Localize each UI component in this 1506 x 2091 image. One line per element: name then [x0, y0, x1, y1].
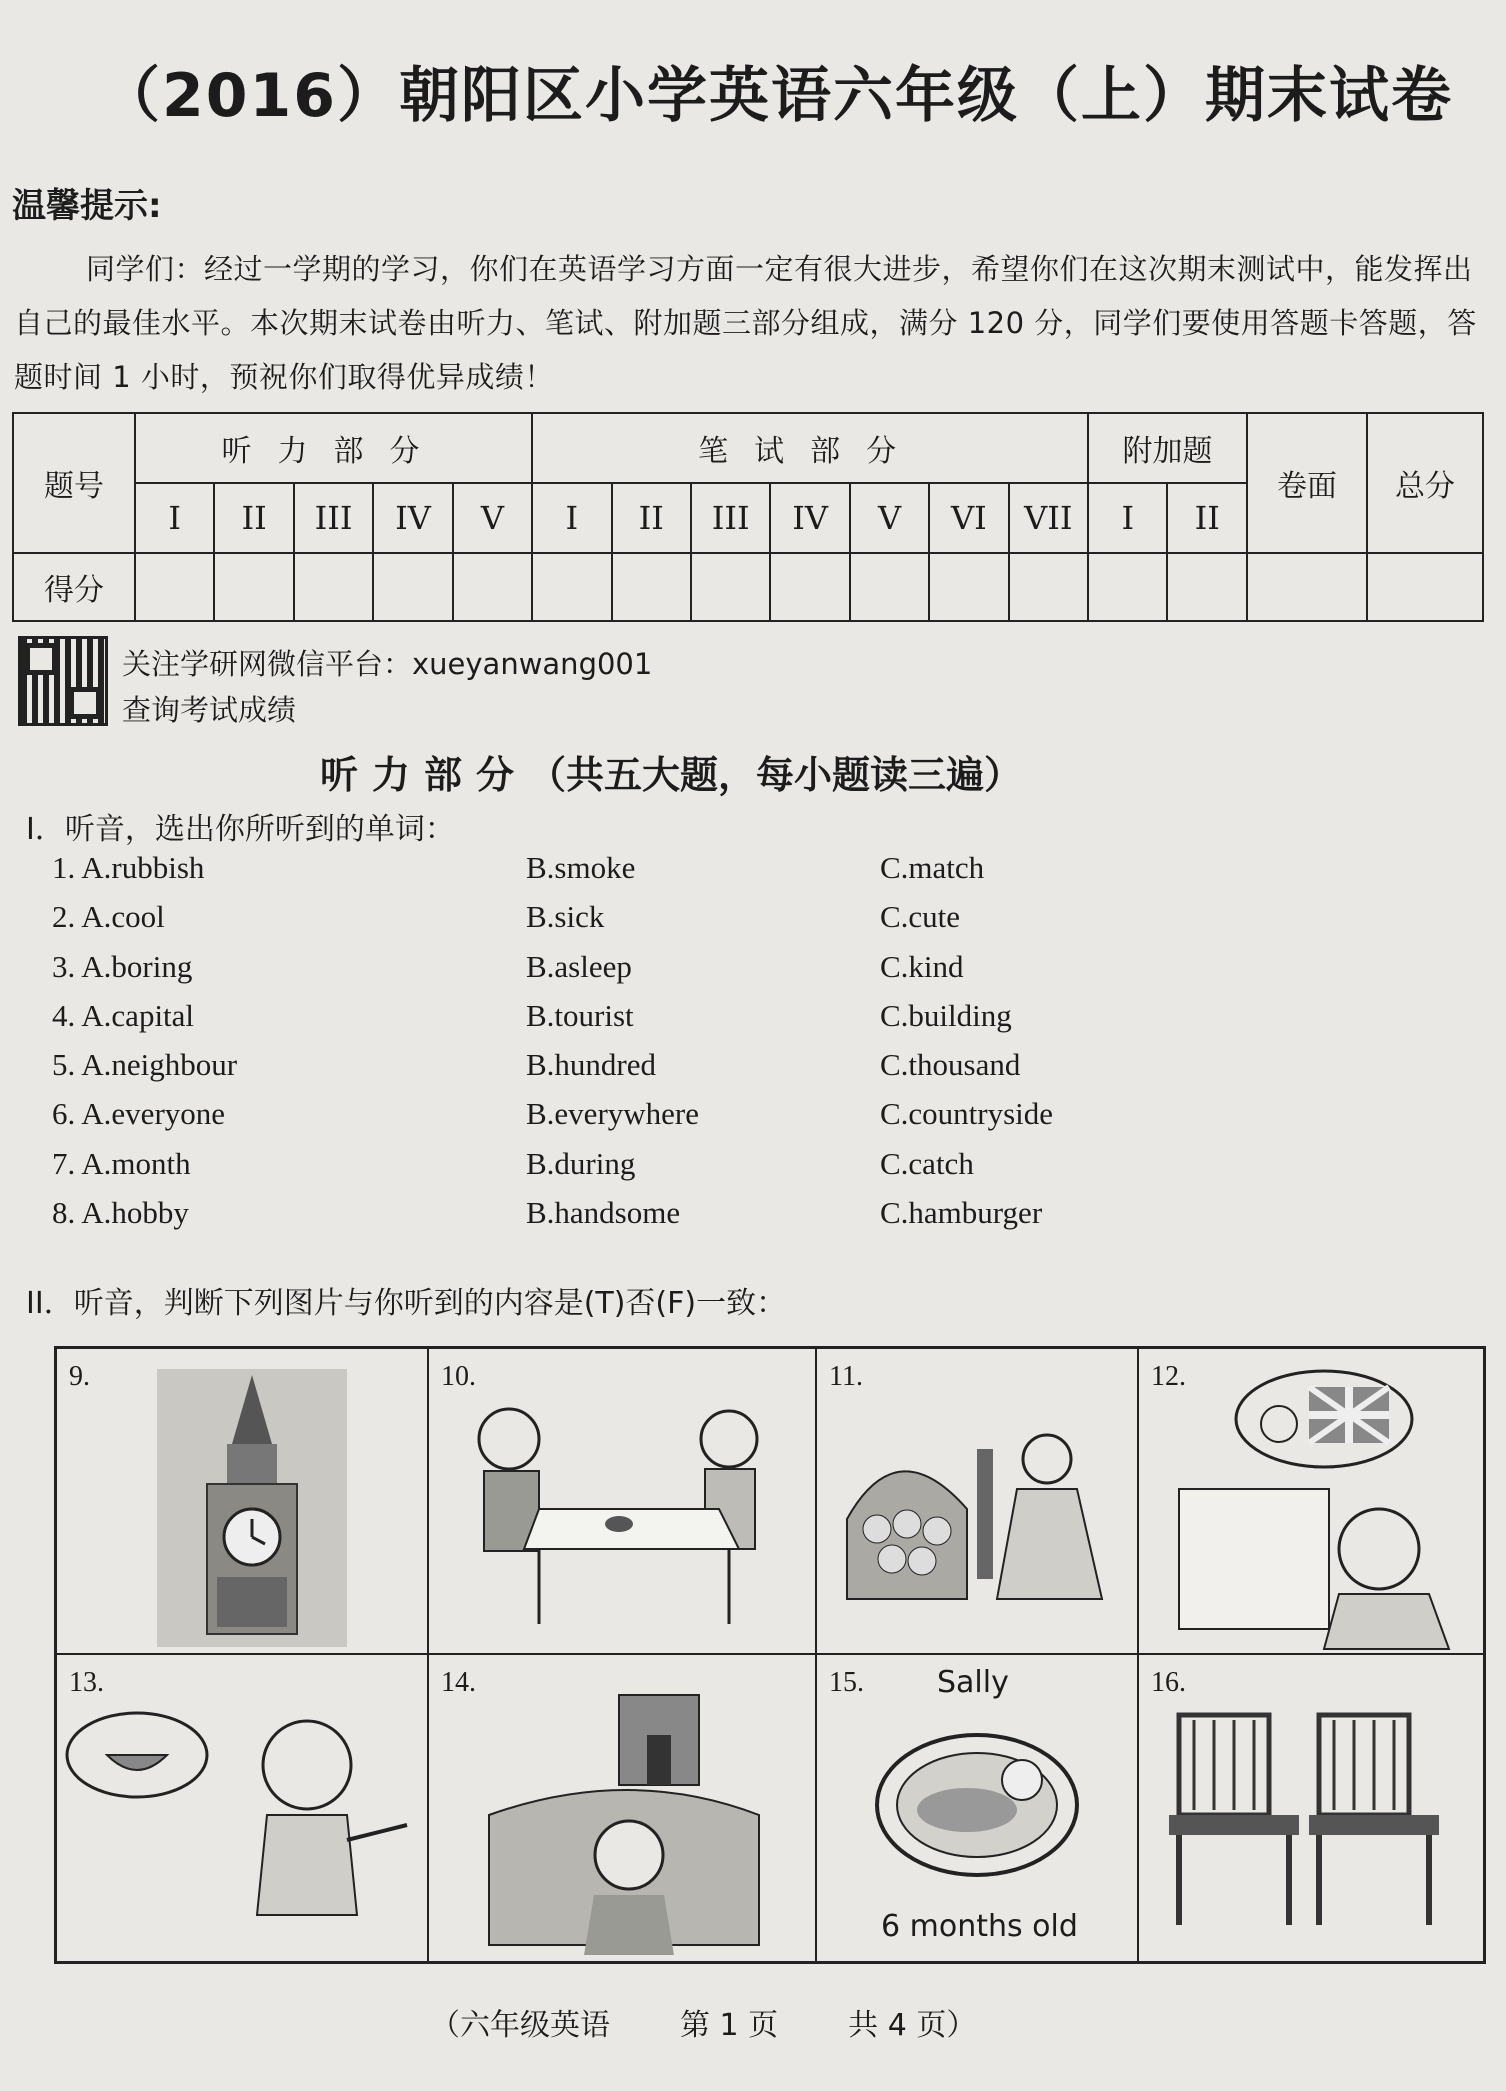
- option-b: B.during: [526, 1145, 636, 1181]
- score-cell: [1247, 553, 1367, 621]
- wechat-follow-text: 关注学研网微信平台：xueyanwang001: [122, 647, 653, 681]
- writing-item: VII: [1009, 483, 1088, 553]
- uk-flag-postcard-icon: [1139, 1349, 1483, 1655]
- list-item: [52, 1195, 1152, 1244]
- listening-item: II: [214, 483, 293, 553]
- option-b: B.sick: [526, 899, 605, 935]
- row-label-score: 得分: [13, 553, 135, 621]
- listening-heading-main: 听力部分: [320, 753, 529, 797]
- option-c: C.kind: [880, 948, 964, 984]
- picture-number: 15.: [829, 1667, 864, 1698]
- page-title: （2016）朝阳区小学英语六年级（上）期末试卷: [100, 61, 1453, 131]
- part2-title: II．听音，判断下列图片与你听到的内容是(T)否(F)一致：: [26, 1286, 787, 1321]
- option-c: C.cute: [880, 899, 961, 935]
- score-cell: [612, 553, 691, 621]
- picture-cell: [1139, 1655, 1483, 1961]
- writing-item: IV: [770, 483, 849, 553]
- picture-cell: [1139, 1349, 1483, 1655]
- option-b: B.hundred: [526, 1047, 657, 1083]
- footer-total: 共 4 页）: [848, 2008, 977, 2043]
- writing-item: I: [532, 483, 611, 553]
- snow-white-dwarfs-icon: [817, 1349, 1139, 1655]
- picture-cell: [57, 1655, 429, 1961]
- total-header: 总分: [1367, 413, 1483, 553]
- score-cell: [1088, 553, 1167, 621]
- option-c: C.match: [880, 850, 985, 885]
- score-cell: [135, 553, 214, 621]
- footer-subject: （六年级英语: [430, 2008, 610, 2043]
- score-cell: [373, 553, 452, 621]
- option-a: 5. A.neighbour: [52, 1047, 238, 1083]
- option-a: 6. A.everyone: [52, 1096, 226, 1132]
- score-cell: [1367, 553, 1483, 621]
- picture-caption-top: Sally: [937, 1665, 1009, 1700]
- row-label-number: 题号: [13, 413, 135, 553]
- option-a: 8. A.hobby: [52, 1195, 189, 1231]
- picture-number: 14.: [441, 1667, 476, 1698]
- list-item: [52, 850, 1152, 899]
- option-b: B.everywhere: [526, 1096, 699, 1132]
- option-b: B.tourist: [526, 997, 634, 1033]
- score-table: [12, 412, 1484, 622]
- score-cell: [929, 553, 1008, 621]
- wechat-query-text: 查询考试成绩: [122, 693, 297, 727]
- picture-number: 9.: [69, 1361, 90, 1392]
- score-cell: [532, 553, 611, 621]
- score-cell: [1009, 553, 1088, 621]
- listening-item: I: [135, 483, 214, 553]
- option-c: C.thousand: [880, 1047, 1021, 1083]
- clock-tower-icon: [57, 1349, 429, 1655]
- picture-cell: [817, 1655, 1139, 1961]
- list-item: [52, 998, 1152, 1047]
- writing-item: VI: [929, 483, 1008, 553]
- writing-header: 笔试部分: [532, 413, 1088, 483]
- picture-grid: [54, 1346, 1486, 1964]
- option-a: 4. A.capital: [52, 997, 195, 1033]
- list-item: [52, 1047, 1152, 1096]
- bonus-item: II: [1167, 483, 1247, 553]
- score-cell: [1167, 553, 1247, 621]
- part1-title: I．听音，选出你所听到的单词：: [26, 812, 455, 847]
- great-wall-girl-icon: [429, 1655, 817, 1961]
- score-cell: [850, 553, 929, 621]
- option-a: 3. A.boring: [52, 948, 193, 984]
- option-c: C.countryside: [880, 1096, 1054, 1132]
- neatness-header: 卷面: [1247, 413, 1367, 553]
- picture-number: 10.: [441, 1361, 476, 1392]
- option-a: 2. A.cool: [52, 899, 165, 935]
- list-item: [52, 899, 1152, 948]
- list-item: [52, 949, 1152, 998]
- noodle-bowl-boy-icon: [57, 1655, 429, 1961]
- score-cell: [294, 553, 373, 621]
- option-b: B.handsome: [526, 1195, 681, 1231]
- picture-number: 11.: [829, 1361, 863, 1392]
- two-children-at-table-icon: [429, 1349, 817, 1655]
- option-a: 7. A.month: [52, 1145, 191, 1181]
- writing-item: III: [691, 483, 770, 553]
- listening-heading-note: （共五大题，每小题读三遍）: [528, 753, 1023, 797]
- picture-cell: [429, 1655, 817, 1961]
- picture-cell: [817, 1349, 1139, 1655]
- score-cell: [453, 553, 532, 621]
- two-chairs-icon: [1139, 1655, 1483, 1961]
- option-b: B.asleep: [526, 948, 632, 984]
- score-cell: [691, 553, 770, 621]
- picture-number: 13.: [69, 1667, 104, 1698]
- listening-header: 听力部分: [135, 413, 532, 483]
- part1-word-list: [52, 850, 1152, 1244]
- qr-code-icon: [18, 636, 108, 726]
- picture-number: 16.: [1151, 1667, 1186, 1698]
- listening-item: IV: [373, 483, 452, 553]
- bonus-header: 附加题: [1088, 413, 1247, 483]
- picture-cell: [429, 1349, 817, 1655]
- listening-item: V: [453, 483, 532, 553]
- option-a: 1. A.rubbish: [52, 850, 205, 885]
- writing-item: II: [612, 483, 691, 553]
- tip-body: 同学们：经过一学期的学习，你们在英语学习方面一定有很大进步，希望你们在这次期末测试中，能发挥出自己的最佳水平。本次期末试卷由听力、笔试、附加题三部分组成，满分 120 分，同学们要使用答题卡答题，答题时间 1 小时，预祝你们取得优异成绩！: [14, 252, 1477, 394]
- score-cell: [214, 553, 293, 621]
- picture-cell: [57, 1349, 429, 1655]
- footer-page: 第 1 页: [680, 2008, 779, 2043]
- picture-caption-bottom: 6 months old: [881, 1909, 1078, 1944]
- listening-item: III: [294, 483, 373, 553]
- option-c: C.catch: [880, 1145, 974, 1181]
- tip-heading: 温馨提示:: [12, 186, 162, 226]
- list-item: [52, 1146, 1152, 1195]
- option-b: B.smoke: [526, 850, 636, 885]
- option-c: C.building: [880, 997, 1012, 1033]
- bonus-item: I: [1088, 483, 1167, 553]
- listening-section-heading: [320, 744, 1022, 799]
- picture-number: 12.: [1151, 1361, 1186, 1392]
- option-c: C.hamburger: [880, 1195, 1043, 1231]
- list-item: [52, 1096, 1152, 1145]
- score-cell: [770, 553, 849, 621]
- page-footer: [430, 2000, 1046, 2044]
- writing-item: V: [850, 483, 929, 553]
